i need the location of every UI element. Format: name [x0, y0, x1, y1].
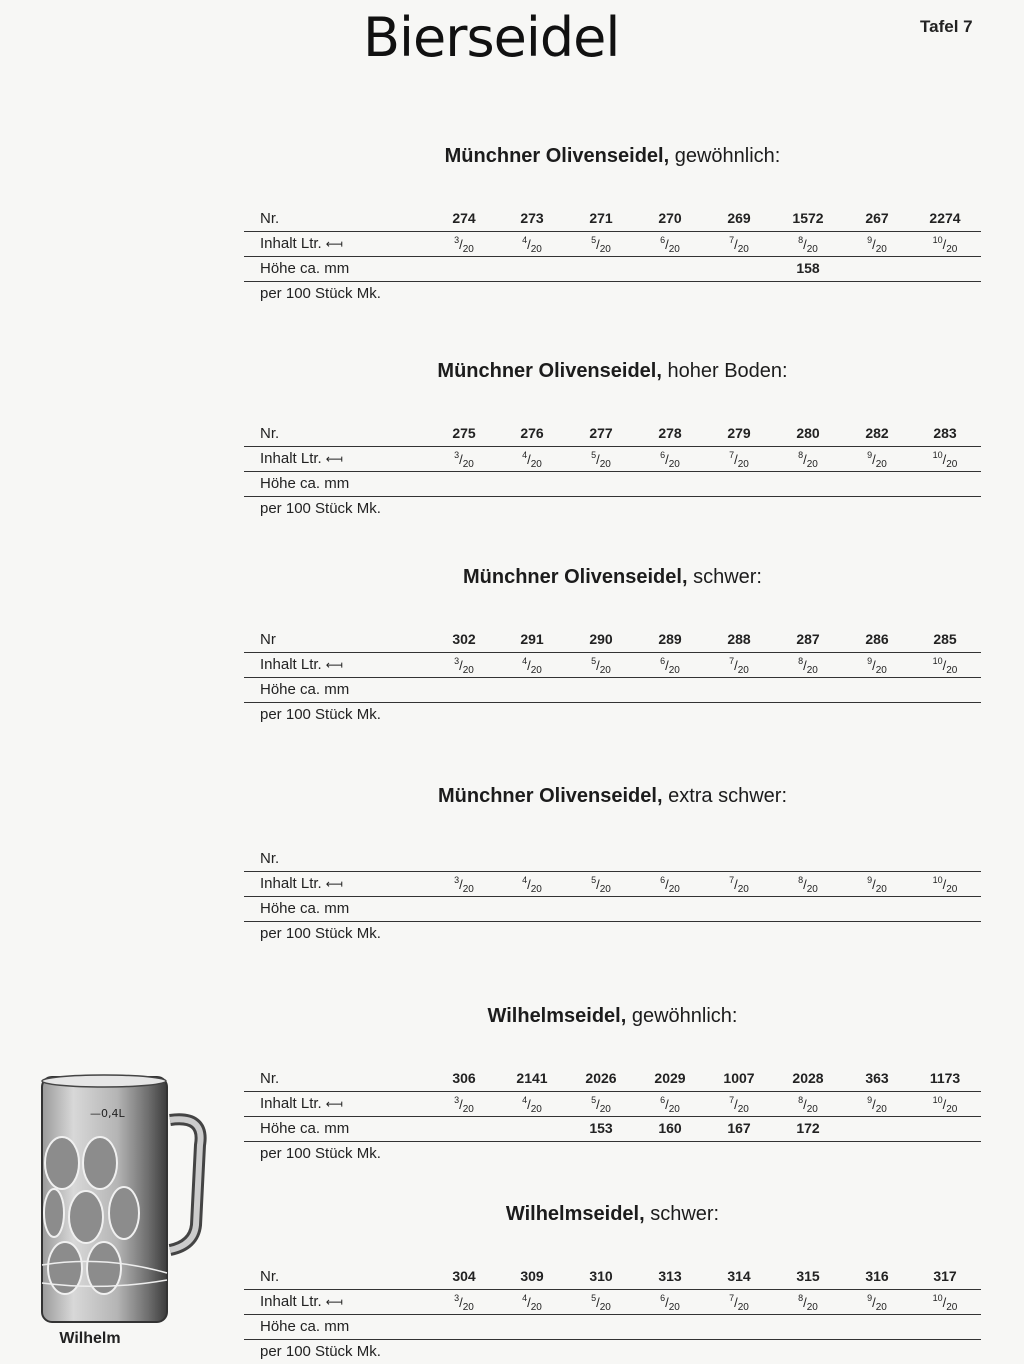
row-preis [244, 922, 981, 946]
article-number: 287 [796, 631, 820, 647]
section-heading [244, 1203, 981, 1226]
section-title-main: Münchner Olivenseidel, [438, 785, 663, 807]
row-inhalt [244, 653, 981, 678]
row-hoehe [244, 897, 981, 922]
article-number: 285 [933, 631, 957, 647]
article-number: 317 [933, 1268, 957, 1284]
measure-arrow-icon: ⟻ [325, 1097, 343, 1111]
section-title-main: Münchner Olivenseidel, [444, 145, 670, 167]
capacity-fraction: $^7/_{20}$ [729, 1293, 749, 1313]
capacity-fraction: $^7/_{20}$ [729, 450, 749, 470]
article-number: 313 [658, 1268, 682, 1284]
row-nr [244, 422, 981, 447]
capacity-fraction: $^9/_{20}$ [867, 235, 887, 255]
capacity-fraction: $^6/_{20}$ [660, 450, 680, 470]
capacity-fraction: $^7/_{20}$ [729, 875, 749, 895]
capacity-fraction: $^{10}/_{20}$ [932, 875, 958, 895]
article-number: 310 [589, 1268, 613, 1284]
capacity-fraction: $^5/_{20}$ [591, 450, 611, 470]
row-inhalt [244, 872, 981, 897]
capacity-fraction: $^4/_{20}$ [522, 450, 542, 470]
row-label-hoehe: Höhe ca. mm [260, 260, 350, 277]
row-label-inhalt: Inhalt Ltr. ⟻ [260, 450, 343, 467]
article-number: 275 [452, 425, 476, 441]
capacity-fraction: $^8/_{20}$ [798, 1293, 818, 1313]
capacity-fraction: $^{10}/_{20}$ [932, 656, 958, 676]
section-title-variant: gewöhnlich: [626, 1005, 738, 1027]
row-inhalt [244, 447, 981, 472]
price-table [244, 628, 981, 727]
row-label-preis: per 100 Stück Mk. [260, 500, 381, 517]
capacity-fraction: $^6/_{20}$ [660, 1293, 680, 1313]
capacity-fraction: $^{10}/_{20}$ [932, 1095, 958, 1115]
capacity-fraction: $^9/_{20}$ [867, 875, 887, 895]
capacity-fraction: $^3/_{20}$ [454, 656, 474, 676]
capacity-fraction: $^4/_{20}$ [522, 875, 542, 895]
capacity-fraction: $^7/_{20}$ [729, 1095, 749, 1115]
capacity-fraction: $^7/_{20}$ [729, 235, 749, 255]
row-label-nr: Nr [260, 631, 276, 648]
row-label-preis: per 100 Stück Mk. [260, 1343, 381, 1360]
article-number: 273 [520, 210, 544, 226]
row-label-preis: per 100 Stück Mk. [260, 706, 381, 723]
section-heading [244, 785, 981, 808]
row-label-nr: Nr. [260, 1070, 280, 1087]
capacity-fraction: $^6/_{20}$ [660, 656, 680, 676]
capacity-fraction: $^{10}/_{20}$ [932, 235, 958, 255]
capacity-fraction: $^5/_{20}$ [591, 875, 611, 895]
capacity-fraction: $^3/_{20}$ [454, 875, 474, 895]
row-nr [244, 1265, 981, 1290]
capacity-fraction: $^8/_{20}$ [798, 450, 818, 470]
article-number: 363 [865, 1070, 889, 1086]
article-number: 278 [658, 425, 682, 441]
row-label-nr: Nr. [260, 210, 280, 227]
row-label-nr: Nr. [260, 425, 280, 442]
measure-arrow-icon: ⟻ [325, 1295, 343, 1309]
row-label-preis: per 100 Stück Mk. [260, 285, 381, 302]
row-inhalt [244, 1290, 981, 1315]
row-label-preis: per 100 Stück Mk. [260, 1145, 381, 1162]
height-mm: 153 [589, 1120, 613, 1136]
beer-mug-illustration [20, 1065, 230, 1325]
row-inhalt [244, 232, 981, 257]
article-number: 270 [658, 210, 682, 226]
capacity-fraction: $^3/_{20}$ [454, 1293, 474, 1313]
row-hoehe [244, 678, 981, 703]
capacity-fraction: $^4/_{20}$ [522, 1293, 542, 1313]
section-heading [244, 145, 981, 168]
article-number: 302 [452, 631, 476, 647]
capacity-fraction: $^5/_{20}$ [591, 656, 611, 676]
row-label-inhalt: Inhalt Ltr. ⟻ [260, 1095, 343, 1112]
article-number: 1173 [929, 1070, 961, 1086]
row-nr [244, 847, 981, 872]
capacity-fraction: $^6/_{20}$ [660, 875, 680, 895]
capacity-fraction: $^3/_{20}$ [454, 450, 474, 470]
row-hoehe [244, 1315, 981, 1340]
article-number: 314 [727, 1268, 751, 1284]
row-preis [244, 703, 981, 727]
article-number: 2028 [792, 1070, 824, 1086]
article-number: 2141 [516, 1070, 548, 1086]
section-heading [244, 360, 981, 383]
article-number: 269 [727, 210, 751, 226]
row-preis [244, 1340, 981, 1364]
capacity-fraction: $^7/_{20}$ [729, 656, 749, 676]
section-title-variant: extra schwer: [662, 785, 787, 807]
row-inhalt [244, 1092, 981, 1117]
article-number: 274 [452, 210, 476, 226]
height-mm: 167 [727, 1120, 751, 1136]
capacity-fraction: $^9/_{20}$ [867, 1095, 887, 1115]
row-label-inhalt: Inhalt Ltr. ⟻ [260, 1293, 343, 1310]
section-title-main: Wilhelmseidel, [487, 1005, 627, 1027]
capacity-fraction: $^{10}/_{20}$ [932, 1293, 958, 1313]
article-number: 289 [658, 631, 682, 647]
row-label-hoehe: Höhe ca. mm [260, 681, 350, 698]
article-number: 280 [796, 425, 820, 441]
row-preis [244, 497, 981, 521]
price-table [244, 207, 981, 306]
measure-arrow-icon: ⟻ [325, 237, 343, 251]
capacity-fraction: $^6/_{20}$ [660, 1095, 680, 1115]
price-table [244, 422, 981, 521]
section-title-variant: schwer: [644, 1203, 720, 1225]
capacity-fraction: $^4/_{20}$ [522, 1095, 542, 1115]
row-label-preis: per 100 Stück Mk. [260, 925, 381, 942]
article-number: 276 [520, 425, 544, 441]
article-number: 306 [452, 1070, 476, 1086]
article-number: 304 [452, 1268, 476, 1284]
mug-volume-mark: —0,4L [90, 1107, 125, 1120]
capacity-fraction: $^9/_{20}$ [867, 656, 887, 676]
capacity-fraction: $^6/_{20}$ [660, 235, 680, 255]
price-table [244, 1067, 981, 1166]
section-heading [244, 1005, 981, 1028]
capacity-fraction: $^3/_{20}$ [454, 1095, 474, 1115]
capacity-fraction: $^4/_{20}$ [522, 656, 542, 676]
measure-arrow-icon: ⟻ [325, 658, 343, 672]
plate-number: Tafel 7 [920, 17, 973, 36]
illustration-caption: Wilhelm [59, 1330, 121, 1347]
article-number: 290 [589, 631, 613, 647]
row-label-hoehe: Höhe ca. mm [260, 900, 350, 917]
section-heading [244, 566, 981, 589]
article-number: 316 [865, 1268, 889, 1284]
price-table [244, 1265, 981, 1364]
article-number: 1572 [792, 210, 824, 226]
capacity-fraction: $^{10}/_{20}$ [932, 450, 958, 470]
section-title-main: Münchner Olivenseidel, [437, 360, 662, 382]
section-title-main: Münchner Olivenseidel, [463, 566, 688, 588]
price-table [244, 847, 981, 946]
height-mm: 158 [796, 260, 820, 276]
row-hoehe [244, 1117, 981, 1142]
capacity-fraction: $^3/_{20}$ [454, 235, 474, 255]
row-label-hoehe: Höhe ca. mm [260, 1318, 350, 1335]
article-number: 309 [520, 1268, 544, 1284]
row-nr [244, 1067, 981, 1092]
capacity-fraction: $^8/_{20}$ [798, 1095, 818, 1115]
capacity-fraction: $^9/_{20}$ [867, 1293, 887, 1313]
capacity-fraction: $^8/_{20}$ [798, 235, 818, 255]
capacity-fraction: $^5/_{20}$ [591, 1293, 611, 1313]
section-title-variant: gewöhnlich: [669, 145, 781, 167]
row-label-inhalt: Inhalt Ltr. ⟻ [260, 875, 343, 892]
row-label-hoehe: Höhe ca. mm [260, 475, 350, 492]
article-number: 267 [865, 210, 889, 226]
row-preis [244, 1142, 981, 1166]
article-number: 277 [589, 425, 613, 441]
article-number: 279 [727, 425, 751, 441]
article-number: 291 [520, 631, 544, 647]
row-hoehe [244, 257, 981, 282]
row-nr [244, 628, 981, 653]
row-nr [244, 207, 981, 232]
measure-arrow-icon: ⟻ [325, 877, 343, 891]
article-number: 315 [796, 1268, 820, 1284]
capacity-fraction: $^4/_{20}$ [522, 235, 542, 255]
row-preis [244, 282, 981, 306]
measure-arrow-icon: ⟻ [325, 452, 343, 466]
height-mm: 160 [658, 1120, 682, 1136]
capacity-fraction: $^8/_{20}$ [798, 656, 818, 676]
capacity-fraction: $^5/_{20}$ [591, 235, 611, 255]
capacity-fraction: $^5/_{20}$ [591, 1095, 611, 1115]
article-number: 286 [865, 631, 889, 647]
article-number: 2029 [654, 1070, 686, 1086]
capacity-fraction: $^8/_{20}$ [798, 875, 818, 895]
page-title: Bierseidel [363, 6, 620, 69]
article-number: 1007 [723, 1070, 755, 1086]
row-label-inhalt: Inhalt Ltr. ⟻ [260, 656, 343, 673]
article-number: 288 [727, 631, 751, 647]
row-label-nr: Nr. [260, 1268, 280, 1285]
row-label-nr: Nr. [260, 850, 280, 867]
article-number: 271 [589, 210, 613, 226]
article-number: 283 [933, 425, 957, 441]
article-number: 2274 [929, 210, 961, 226]
capacity-fraction: $^9/_{20}$ [867, 450, 887, 470]
row-hoehe [244, 472, 981, 497]
height-mm: 172 [796, 1120, 820, 1136]
section-title-main: Wilhelmseidel, [505, 1203, 645, 1225]
article-number: 2026 [585, 1070, 617, 1086]
row-label-hoehe: Höhe ca. mm [260, 1120, 350, 1137]
section-title-variant: schwer: [687, 566, 762, 588]
section-title-variant: hoher Boden: [661, 360, 788, 382]
article-number: 282 [865, 425, 889, 441]
row-label-inhalt: Inhalt Ltr. ⟻ [260, 235, 343, 252]
